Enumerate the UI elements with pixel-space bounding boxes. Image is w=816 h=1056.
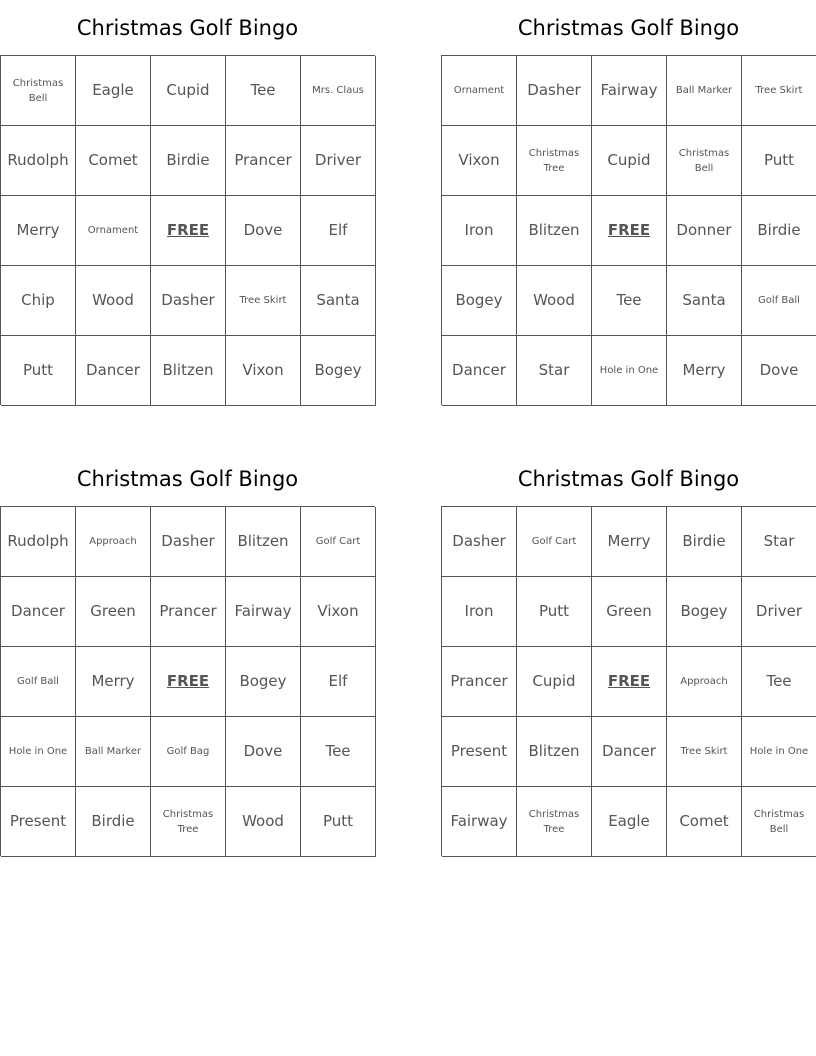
bingo-cell: Blitzen [517, 717, 592, 787]
bingo-cell: Bogey [226, 647, 301, 717]
bingo-cell: Wood [76, 266, 151, 336]
bingo-cell: Tee [301, 717, 376, 787]
bingo-cell: Putt [1, 336, 76, 406]
bingo-cell: Bogey [442, 266, 517, 336]
bingo-cell: Cupid [592, 126, 667, 196]
free-space: FREE [151, 647, 226, 717]
bingo-cell: Merry [76, 647, 151, 717]
bingo-cell: Wood [226, 787, 301, 857]
bingo-card-3 [0, 451, 375, 856]
bingo-cell: Tee [226, 56, 301, 126]
bingo-cell: Christmas Tree [517, 126, 592, 196]
bingo-cell: Merry [1, 196, 76, 266]
card-title: Christmas Golf Bingo [76, 16, 299, 40]
bingo-cell: Star [742, 507, 816, 577]
bingo-cell: Mrs. Claus [301, 56, 376, 126]
card-title: Christmas Golf Bingo [76, 467, 299, 491]
bingo-cell: Dove [226, 717, 301, 787]
free-space: FREE [592, 196, 667, 266]
bingo-cell: Rudolph [1, 126, 76, 196]
bingo-cell: Fairway [226, 577, 301, 647]
bingo-cell: Iron [442, 577, 517, 647]
bingo-grid [0, 506, 375, 856]
bingo-cell: Fairway [592, 56, 667, 126]
bingo-cell: Tree Skirt [667, 717, 742, 787]
bingo-cell: Cupid [151, 56, 226, 126]
bingo-cell: Star [517, 336, 592, 406]
bingo-cell: Santa [667, 266, 742, 336]
bingo-cell: Eagle [76, 56, 151, 126]
bingo-cell: Ornament [442, 56, 517, 126]
bingo-card-2 [441, 0, 816, 405]
bingo-cell: Present [442, 717, 517, 787]
bingo-cell: Dasher [151, 266, 226, 336]
bingo-cell: Bogey [667, 577, 742, 647]
bingo-cell: Elf [301, 647, 376, 717]
bingo-cell: Prancer [151, 577, 226, 647]
bingo-cell: Golf Cart [517, 507, 592, 577]
bingo-grid [0, 55, 375, 405]
bingo-cell: Dasher [151, 507, 226, 577]
bingo-cell: Green [592, 577, 667, 647]
bingo-cell: Prancer [442, 647, 517, 717]
bingo-cell: Bogey [301, 336, 376, 406]
bingo-cell: Dancer [1, 577, 76, 647]
bingo-cell: Christmas Bell [742, 787, 816, 857]
bingo-cell: Cupid [517, 647, 592, 717]
bingo-cell: Eagle [592, 787, 667, 857]
bingo-cell: Fairway [442, 787, 517, 857]
bingo-cell: Merry [667, 336, 742, 406]
bingo-cell: Christmas Tree [517, 787, 592, 857]
bingo-cell: Golf Cart [301, 507, 376, 577]
bingo-cell: Elf [301, 196, 376, 266]
bingo-cell: Dove [742, 336, 816, 406]
card-title: Christmas Golf Bingo [517, 467, 740, 491]
bingo-cell: Putt [301, 787, 376, 857]
bingo-cell: Tree Skirt [226, 266, 301, 336]
bingo-cell: Hole in One [742, 717, 816, 787]
bingo-cell: Golf Ball [742, 266, 816, 336]
bingo-card-4 [441, 451, 816, 856]
bingo-cell: Wood [517, 266, 592, 336]
bingo-cell: Dancer [442, 336, 517, 406]
bingo-cell: Dove [226, 196, 301, 266]
bingo-cell: Birdie [76, 787, 151, 857]
bingo-grid [441, 55, 816, 405]
bingo-cell: Vixon [226, 336, 301, 406]
bingo-cell: Birdie [742, 196, 816, 266]
bingo-cell: Approach [76, 507, 151, 577]
bingo-cell: Vixon [301, 577, 376, 647]
bingo-cell: Birdie [667, 507, 742, 577]
bingo-cell: Golf Bag [151, 717, 226, 787]
bingo-card-1 [0, 0, 375, 405]
bingo-cell: Comet [76, 126, 151, 196]
bingo-cell: Putt [742, 126, 816, 196]
bingo-cell: Rudolph [1, 507, 76, 577]
bingo-cell: Tee [742, 647, 816, 717]
bingo-cell: Merry [592, 507, 667, 577]
bingo-cell: Driver [742, 577, 816, 647]
bingo-cell: Tee [592, 266, 667, 336]
bingo-cell: Donner [667, 196, 742, 266]
bingo-cell: Dancer [76, 336, 151, 406]
bingo-cell: Hole in One [592, 336, 667, 406]
bingo-cell: Ball Marker [76, 717, 151, 787]
bingo-cell: Dasher [517, 56, 592, 126]
bingo-cell: Present [1, 787, 76, 857]
bingo-cell: Hole in One [1, 717, 76, 787]
card-title: Christmas Golf Bingo [517, 16, 740, 40]
bingo-cell: Santa [301, 266, 376, 336]
bingo-cell: Tree Skirt [742, 56, 816, 126]
bingo-cell: Approach [667, 647, 742, 717]
bingo-cell: Ball Marker [667, 56, 742, 126]
bingo-cell: Christmas Tree [151, 787, 226, 857]
bingo-cell: Dancer [592, 717, 667, 787]
bingo-cell: Iron [442, 196, 517, 266]
bingo-cell: Ornament [76, 196, 151, 266]
bingo-cell: Blitzen [226, 507, 301, 577]
bingo-cell: Vixon [442, 126, 517, 196]
bingo-cell: Christmas Bell [667, 126, 742, 196]
bingo-cell: Golf Ball [1, 647, 76, 717]
bingo-cell: Green [76, 577, 151, 647]
free-space: FREE [151, 196, 226, 266]
bingo-cell: Driver [301, 126, 376, 196]
bingo-cell: Birdie [151, 126, 226, 196]
bingo-grid [441, 506, 816, 856]
bingo-cell: Comet [667, 787, 742, 857]
free-space: FREE [592, 647, 667, 717]
bingo-cell: Christmas Bell [1, 56, 76, 126]
bingo-cell: Putt [517, 577, 592, 647]
bingo-cell: Blitzen [151, 336, 226, 406]
bingo-cell: Blitzen [517, 196, 592, 266]
bingo-cell: Prancer [226, 126, 301, 196]
bingo-cell: Chip [1, 266, 76, 336]
bingo-cell: Dasher [442, 507, 517, 577]
